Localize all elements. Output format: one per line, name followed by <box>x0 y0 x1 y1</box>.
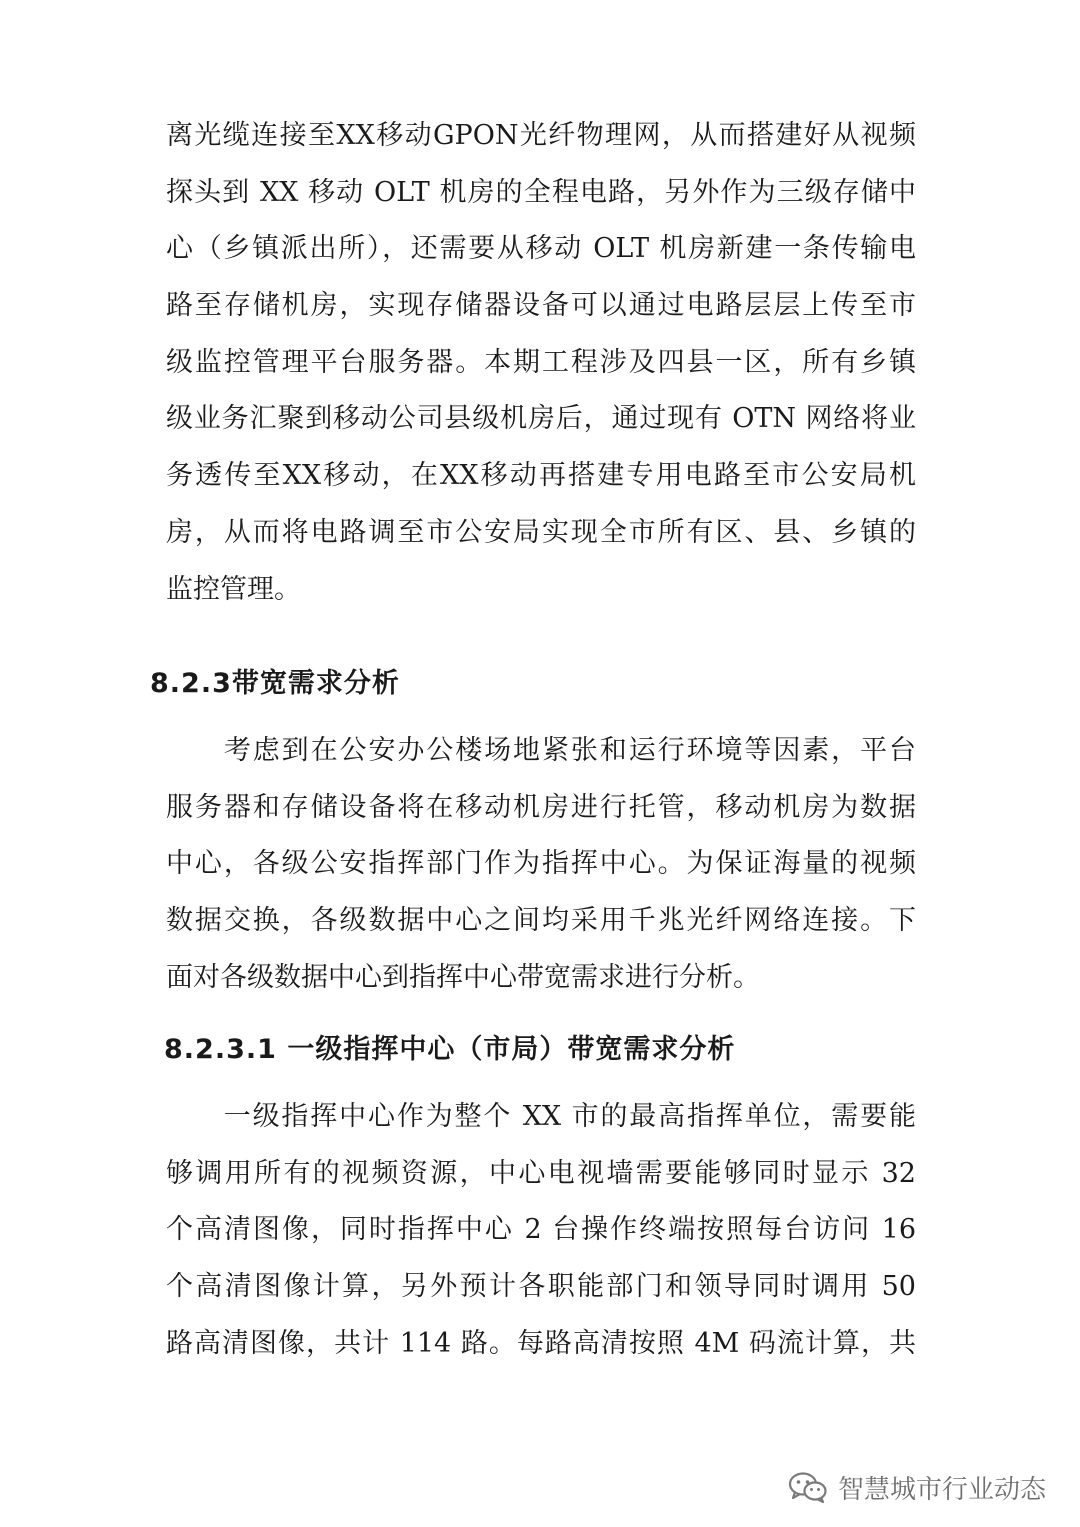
text-line: 监控管理。 <box>166 573 301 605</box>
text-line: 中心，各级公安指挥部门作为指挥中心。为保证海量的视频 <box>166 848 916 880</box>
text-line: 探头到 XX 移动 OLT 机房的全程电路，另外作为三级存储中 <box>166 176 916 208</box>
section-heading-8-2-3-1: 8.2.3.1 一级指挥中心（市局）带宽需求分析 <box>164 1034 736 1065</box>
text-line: 级监控管理平台服务器。本期工程涉及四县一区，所有乡镇 <box>166 346 916 378</box>
paragraph-3 <box>166 1089 916 1372</box>
text-line: 一级指挥中心作为整个 XX 市的最高指挥单位，需要能 <box>166 1101 916 1132</box>
text-line: 面对各级数据中心到指挥中心带宽需求进行分析。 <box>166 961 760 993</box>
text-line: 数据交换，各级数据中心之间均采用千兆光纤网络连接。下 <box>166 905 916 937</box>
text-line: 个高清图像，同时指挥中心 2 台操作终端按照每台访问 16 <box>166 1214 916 1246</box>
text-line: 路至存储机房，实现存储器设备可以通过电路层层上传至市 <box>166 290 916 322</box>
text-line: 服务器和存储设备将在移动机房进行托管，移动机房为数据 <box>166 791 916 823</box>
text-line: 房，从而将电路调至市公安局实现全市所有区、县、乡镇的 <box>166 516 916 548</box>
text-line: 离光缆连接至XX移动GPON光纤物理网，从而搭建好从视频 <box>166 120 916 151</box>
text-line: 个高清图像计算，另外预计各职能部门和领导同时调用 50 <box>166 1271 916 1303</box>
text-line: 级业务汇聚到移动公司县级机房后，通过现有 OTN 网络将业 <box>166 403 916 435</box>
watermark-text: 智慧城市行业动态 <box>837 1474 1046 1505</box>
text-line: 务透传至XX移动，在XX移动再搭建专用电路至市公安局机 <box>166 460 916 492</box>
text-line: 够调用所有的视频资源，中心电视墙需要能够同时显示 32 <box>166 1157 916 1189</box>
paragraph-1 <box>166 108 916 618</box>
watermark <box>788 1467 1046 1507</box>
wechat-icon <box>788 1470 828 1504</box>
paragraph-2 <box>166 723 916 1006</box>
section-heading-8-2-3: 8.2.3带宽需求分析 <box>150 668 400 699</box>
text-line: 考虑到在公安办公楼场地紧张和运行环境等因素，平台 <box>166 735 916 766</box>
text-line: 心（乡镇派出所），还需要从移动 OLT 机房新建一条传输电 <box>166 233 916 265</box>
text-line: 路高清图像，共计 114 路。每路高清按照 4M 码流计算，共 <box>166 1327 916 1359</box>
